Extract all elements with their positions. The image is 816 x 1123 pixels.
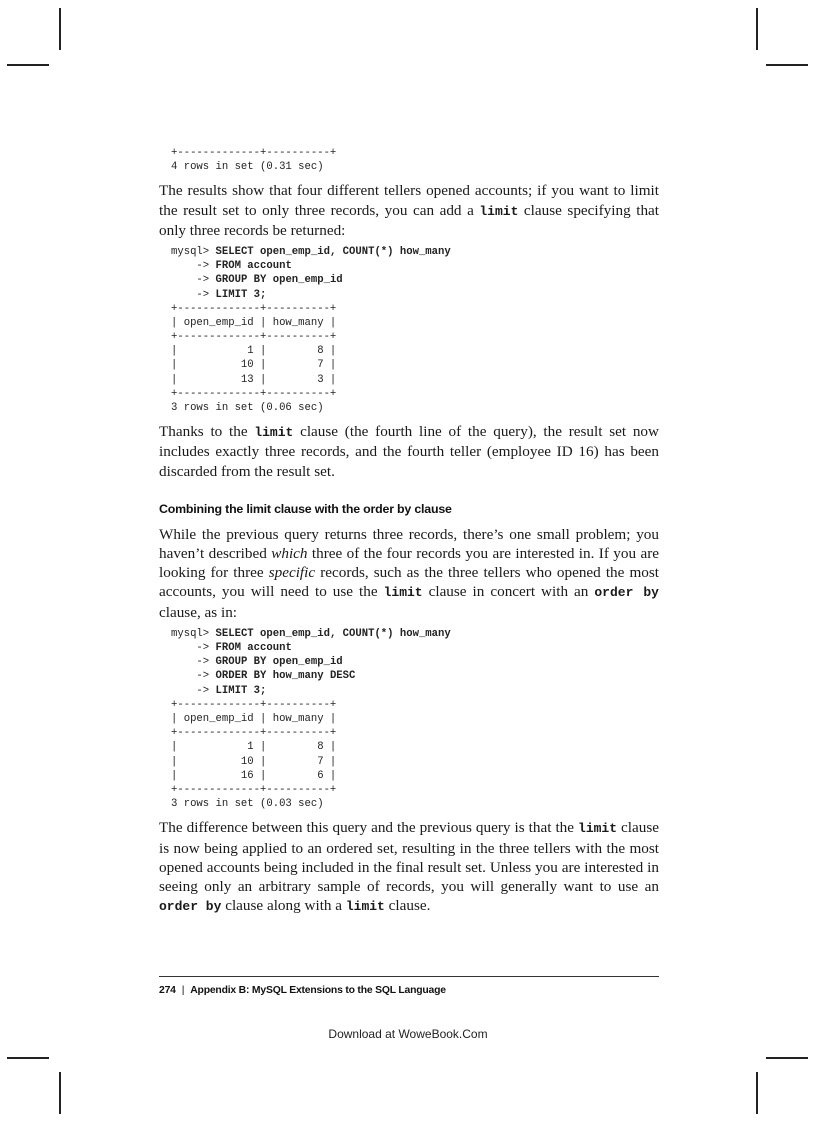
code-prompt: -> (171, 656, 216, 669)
code-listing (171, 245, 659, 415)
code-listing (171, 627, 659, 811)
code-prompt: mysql> (171, 627, 216, 640)
code-line (171, 712, 659, 726)
code-line (171, 330, 659, 344)
code-prompt: -> (171, 274, 216, 287)
code-prompt: | 1 | 8 | (171, 741, 337, 754)
crop-mark-top-right-vertical (756, 8, 758, 50)
text-run: clause (the fourth line of the query), the result set now includes exactly three records, and the fourth teller (employee ID 16) has been discarded from the result set. (159, 423, 659, 480)
code-line (171, 627, 659, 641)
code-line (171, 783, 659, 797)
code-prompt: -> (171, 684, 216, 697)
code-prompt: | 10 | 7 | (171, 755, 337, 768)
code-command: LIMIT 3; (215, 684, 267, 697)
text-run: Thanks to the (159, 423, 255, 441)
crop-mark-bottom-left-horizontal (7, 1057, 49, 1059)
crop-mark-top-right-horizontal (766, 64, 808, 66)
code-line: +-------------+----------+ (171, 147, 337, 159)
code-prompt: -> (171, 642, 216, 655)
text-run: The difference between this query and the previous query is that the (159, 819, 579, 837)
code-command: ORDER BY how_many DESC (215, 670, 356, 683)
code-line (171, 698, 659, 712)
text-run: clause, as in: (159, 603, 238, 621)
crop-mark-top-left-vertical (59, 8, 61, 50)
paragraph-limit-explanation (159, 422, 659, 481)
code-prompt: 3 rows in set (0.06 sec) (171, 402, 324, 415)
code-line (171, 273, 659, 287)
text-run: While the previous query returns three records, there’s one small problem; you haven’t described (159, 525, 659, 563)
inline-code: order by (159, 899, 222, 915)
paragraph-order-by-intro (159, 525, 659, 622)
code-line (171, 302, 659, 316)
chapter-title: Appendix B: MySQL Extensions to the SQL Language (190, 985, 446, 996)
emphasis: specific (268, 564, 316, 582)
code-command: FROM account (215, 260, 292, 273)
code-prompt: +-------------+----------+ (171, 302, 337, 315)
code-command: SELECT open_emp_id, COUNT(*) how_many (215, 627, 451, 640)
code-prompt: +-------------+----------+ (171, 387, 337, 400)
page-number: 274 (159, 985, 176, 996)
code-command: SELECT open_emp_id, COUNT(*) how_many (215, 245, 451, 258)
paragraph-limit-intro (159, 181, 659, 240)
text-run: clause specifying that only three records be returned: (159, 201, 659, 239)
code-line (171, 344, 659, 358)
inline-code: limit (578, 821, 618, 837)
code-block-limit-query (159, 245, 659, 415)
text-run: The results show that four different tellers opened accounts; if you want to limit the result set to only three records, you can add a (159, 182, 659, 219)
code-command: GROUP BY open_emp_id (215, 656, 343, 669)
code-command: FROM account (215, 642, 292, 655)
code-prompt: -> (171, 260, 216, 273)
code-block-result-tail (159, 146, 659, 174)
code-line (171, 797, 659, 811)
text-run: clause is now being applied to an ordered set, resulting in the three tellers with the most opened accounts being included in the final result set. Unless you are interested in seeing only an arbitrary sample of records, you will generally want to use an (159, 819, 659, 895)
code-prompt: mysql> (171, 245, 216, 258)
code-line (171, 740, 659, 754)
code-line (171, 641, 659, 655)
crop-mark-bottom-right-horizontal (766, 1057, 808, 1059)
text-run: clause along with a (221, 897, 346, 915)
code-line (171, 669, 659, 683)
inline-code: limit (383, 585, 423, 601)
code-command: LIMIT 3; (215, 288, 267, 301)
code-prompt: +-------------+----------+ (171, 783, 337, 796)
inline-code: limit (254, 425, 294, 441)
code-line (171, 387, 659, 401)
crop-mark-bottom-right-vertical (756, 1072, 758, 1114)
crop-mark-top-left-horizontal (7, 64, 49, 66)
code-prompt: +-------------+----------+ (171, 727, 337, 740)
code-prompt: | 1 | 8 | (171, 345, 337, 358)
code-line (171, 245, 659, 259)
code-prompt: | 10 | 7 | (171, 359, 337, 372)
code-prompt: -> (171, 288, 216, 301)
code-line: 4 rows in set (0.31 sec) (171, 161, 324, 174)
section-heading: Combining the limit clause with the order by clause (159, 501, 452, 516)
inline-code: limit (479, 203, 519, 219)
code-prompt: -> (171, 670, 216, 683)
crop-mark-bottom-left-vertical (59, 1072, 61, 1114)
text-run: three of the four records you are interested in. If you are looking for three (159, 545, 659, 582)
text-run: records, such as the three tellers who opened the most accounts, you will need to use the (159, 564, 659, 601)
code-listing (171, 146, 659, 174)
inline-code: order by (594, 585, 659, 601)
code-prompt: 3 rows in set (0.03 sec) (171, 798, 324, 811)
code-line (171, 259, 659, 273)
text-run: clause. (384, 897, 431, 915)
code-prompt: | open_emp_id | how_many | (171, 712, 337, 725)
code-line (171, 769, 659, 783)
code-prompt: | open_emp_id | how_many | (171, 316, 337, 329)
text-run: clause in concert with an (422, 583, 595, 601)
code-line (171, 373, 659, 387)
code-prompt: | 16 | 6 | (171, 769, 337, 782)
code-block-order-by-query (159, 627, 659, 811)
code-line (171, 358, 659, 372)
page-footer (159, 985, 446, 996)
footer-rule (159, 976, 659, 977)
code-prompt: +-------------+----------+ (171, 698, 337, 711)
download-watermark: Download at WoweBook.Com (328, 1027, 488, 1041)
code-line (171, 726, 659, 740)
code-command: GROUP BY open_emp_id (215, 274, 343, 287)
code-prompt: +-------------+----------+ (171, 331, 337, 344)
emphasis: which (271, 545, 308, 563)
code-line (171, 684, 659, 698)
code-line (171, 316, 659, 330)
footer-separator: | (181, 985, 185, 996)
code-prompt: | 13 | 3 | (171, 373, 337, 386)
code-line (171, 755, 659, 769)
page-content (159, 146, 659, 916)
code-line (171, 288, 659, 302)
inline-code: limit (345, 899, 385, 915)
paragraph-order-by-explanation (159, 818, 659, 916)
code-line (171, 655, 659, 669)
code-line (171, 401, 659, 415)
